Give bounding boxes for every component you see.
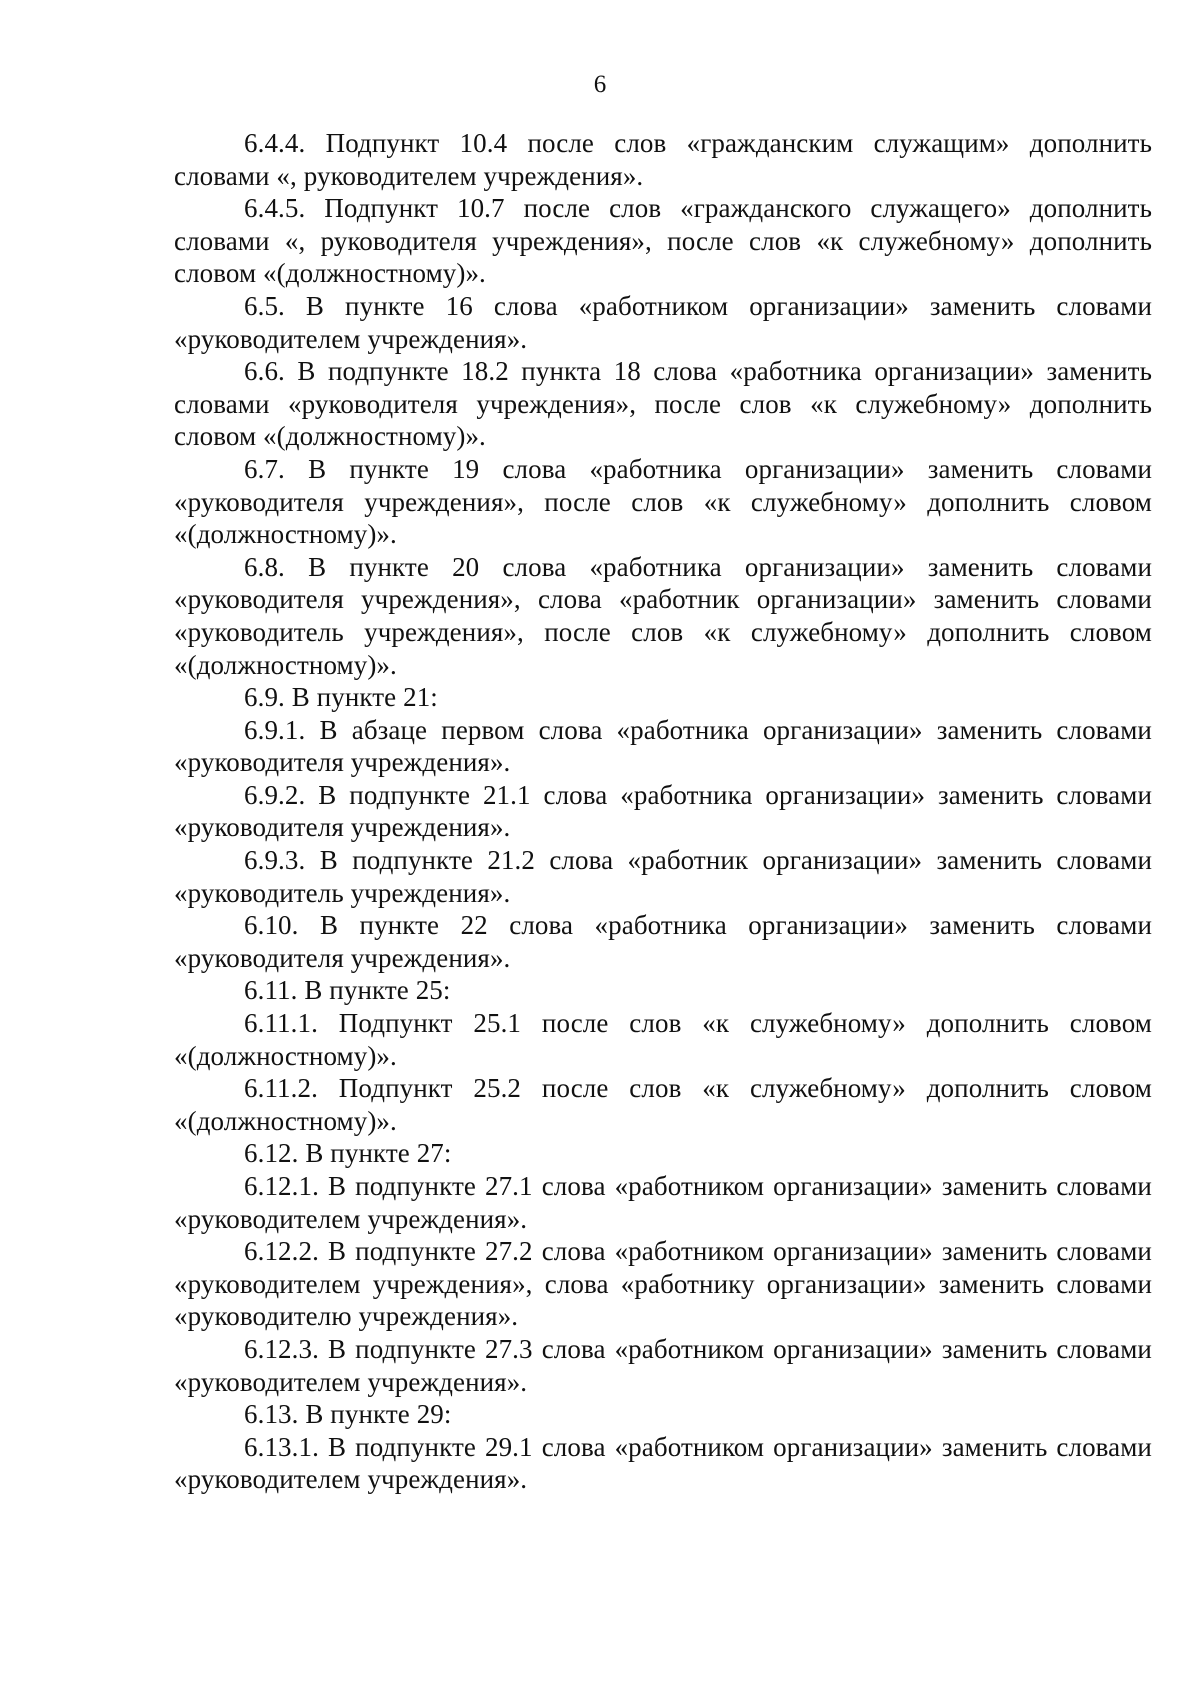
paragraph-6-5: 6.5. В пункте 16 слова «работником организации» заменить словами «руководителем учреждения». — [174, 290, 1152, 354]
paragraph-6-12: 6.12. В пункте 27: — [244, 1138, 452, 1169]
paragraph-6-11: 6.11. В пункте 25: — [244, 975, 451, 1006]
page-number: 6 — [593, 71, 607, 98]
document-body — [174, 127, 1152, 1496]
paragraph-6-9-2: 6.9.2. В подпункте 21.1 слова «работника организации» заменить словами «руководителя учреждения». — [174, 779, 1152, 843]
paragraph-6-4-5: 6.4.5. Подпункт 10.7 после слов «гражданского служащего» дополнить словами «, руководителя учреждения», после слов «к служебному» дополнить словом «(должностному)». — [174, 193, 1152, 289]
paragraph-6-9-1: 6.9.1. В абзаце первом слова «работника организации» заменить словами «руководителя учреждения». — [174, 714, 1152, 778]
paragraph-6-8: 6.8. В пункте 20 слова «работника организации» заменить словами «руководителя учреждения», слова «работник организации» заменить словами «руководитель учреждения», после слов «к служебному» дополнить словом «(должностному)». — [174, 551, 1152, 680]
paragraph-6-11-2: 6.11.2. Подпункт 25.2 после слов «к служебному» дополнить словом «(должностному)». — [174, 1073, 1152, 1136]
paragraph-6-12-2: 6.12.2. В подпункте 27.2 слова «работником организации» заменить словами «руководителем учреждения», слова «работнику организации» заменить словами «руководителю учреждения». — [174, 1236, 1152, 1332]
paragraph-6-9-3: 6.9.3. В подпункте 21.2 слова «работник организации» заменить словами «руководитель учреждения». — [174, 845, 1152, 908]
paragraph-6-13-1: 6.13.1. В подпункте 29.1 слова «работником организации» заменить словами «руководителем учреждения». — [174, 1431, 1152, 1495]
paragraph-6-7: 6.7. В пункте 19 слова «работника организации» заменить словами «руководителя учреждения», после слов «к служебному» дополнить словом «(должностному)». — [174, 453, 1152, 550]
paragraph-6-6: 6.6. В подпункте 18.2 пункта 18 слова «работника организации» заменить словами «руководителя учреждения», после слов «к служебному» дополнить словом «(должностному)». — [174, 356, 1152, 452]
paragraph-6-11-1: 6.11.1. Подпункт 25.1 после слов «к служебному» дополнить словом «(должностному)». — [174, 1008, 1152, 1071]
paragraph-6-4-4: 6.4.4. Подпункт 10.4 после слов «гражданским служащим» дополнить словами «, руководителем учреждения». — [174, 128, 1152, 191]
paragraph-6-13: 6.13. В пункте 29: — [244, 1399, 452, 1430]
paragraph-6-12-3: 6.12.3. В подпункте 27.3 слова «работником организации» заменить словами «руководителем учреждения». — [174, 1333, 1152, 1397]
paragraph-6-12-1: 6.12.1. В подпункте 27.1 слова «работником организации» заменить словами «руководителем учреждения». — [174, 1171, 1152, 1234]
paragraph-6-9: 6.9. В пункте 21: — [244, 682, 438, 713]
paragraph-6-10: 6.10. В пункте 22 слова «работника организации» заменить словами «руководителя учреждения». — [174, 910, 1152, 973]
